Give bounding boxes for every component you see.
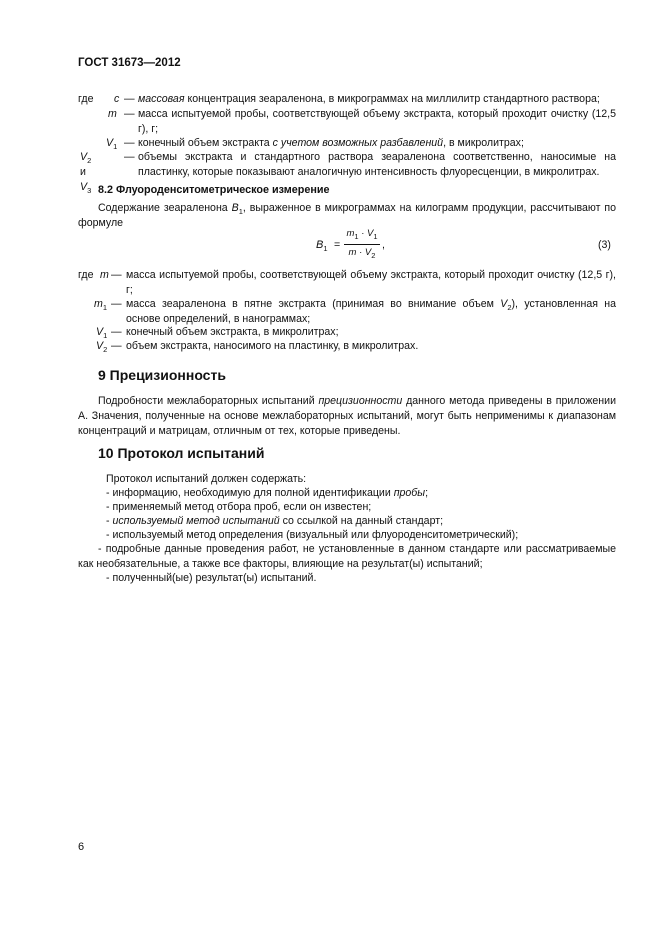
dash: — — [124, 93, 135, 105]
def-m: масса испытуемой пробы, соответствующей объему экстракта, который проходит очистку (12,5 г), г; — [138, 108, 616, 135]
protocol-intro: Протокол испытаний должен содержать: — [106, 473, 307, 485]
section-title-9: 9 Прецизионность — [98, 367, 226, 383]
protocol-item: - используемый метод определения (визуальный или флуороденситометрический); — [106, 529, 519, 541]
document-header: ГОСТ 31673—2012 — [78, 57, 181, 69]
symbol-v1: $V_1$ — [106, 137, 118, 151]
formula-number: (3) — [598, 239, 611, 251]
def-v1: конечный объем экстракта, в микролитрах; — [126, 326, 339, 338]
def-v2-v3: объемы экстракта и стандартного раствора зеараленона соответственно, наносимые на пластинку, которые показывают аналогичную интенсивность флуоресценции, в микролитрах. — [138, 151, 616, 178]
dash: — — [124, 151, 135, 163]
formula-lhs: $B_1$ — [316, 239, 328, 253]
dash: — — [111, 298, 122, 310]
subsection-title-8-2: 8.2 Флуороденситометрическое измерение — [98, 184, 330, 196]
def-m: масса испытуемой пробы, соответствующей объему экстракта, который проходит очистку (12,5 г), г; — [126, 269, 616, 296]
def-m1: масса зеараленона в пятне экстракта (принимая во внимание объем $V_2$), установленная на основе определений, в нанограммах; — [126, 298, 616, 325]
fraction-bar — [344, 244, 380, 245]
protocol-item: - применяемый метод отбора проб, если он известен; — [106, 501, 372, 513]
def-v1: конечный объем экстракта с учетом возможных разбавлений, в микролитрах; — [138, 137, 524, 149]
protocol-item: - используемый метод испытаний со ссылкой на данный стандарт; — [106, 515, 444, 527]
section-8-2-intro: Содержание зеараленона $B_1$, выраженное в микрограммах на килограмм продукции, рассчитывают по формуле — [78, 202, 616, 229]
where-label: где — [78, 93, 94, 105]
formula-denominator: $m \cdot V_2$ — [348, 247, 376, 260]
symbol-v2: $V_2$ — [96, 340, 108, 354]
dash: — — [111, 326, 122, 338]
def-v2: объем экстракта, наносимого на пластинку, в микролитрах. — [126, 340, 419, 352]
def-c: массовая концентрация зеараленона, в микрограммах на миллилитр стандартного раствора; — [138, 93, 600, 105]
symbol-m: m — [108, 108, 117, 120]
symbol-m: m — [100, 269, 109, 281]
dash: — — [111, 269, 122, 281]
symbol-v1: $V_1$ — [96, 326, 108, 340]
page-number: 6 — [78, 841, 85, 853]
where-label: где — [78, 269, 94, 281]
formula-numerator: $m_1 \cdot V_1$ — [346, 228, 378, 241]
section-title-10: 10 Протокол испытаний — [98, 445, 265, 461]
dash: — — [124, 108, 135, 120]
symbol-c: c — [114, 93, 120, 105]
protocol-item: - информацию, необходимую для полной идентификации пробы; — [106, 487, 429, 499]
dash: — — [124, 137, 135, 149]
formula-equals: = — [334, 239, 341, 251]
section-9-paragraph: Подробности межлабораторных испытаний прецизионности данного метода приведены в приложении А. Значения, полученные на основе межлабораторных испытаний, могут быть неприменимы к диапазонам концентраций и матрицам, отличным от тех, которые приведены. — [78, 395, 616, 437]
formula-comma: , — [382, 239, 385, 251]
symbol-v2-v3: $V_2$ и $V_3$ — [80, 151, 92, 195]
symbol-m1: $m_1$ — [94, 298, 107, 312]
dash: — — [111, 340, 122, 352]
protocol-item: - подробные данные проведения работ, не установленные в данном стандарте или рассматриваемые как необязательные, а также все факторы, влияющие на результат(ы) испытаний; — [78, 543, 616, 570]
protocol-item: - полученный(ые) результат(ы) испытаний. — [106, 572, 317, 584]
